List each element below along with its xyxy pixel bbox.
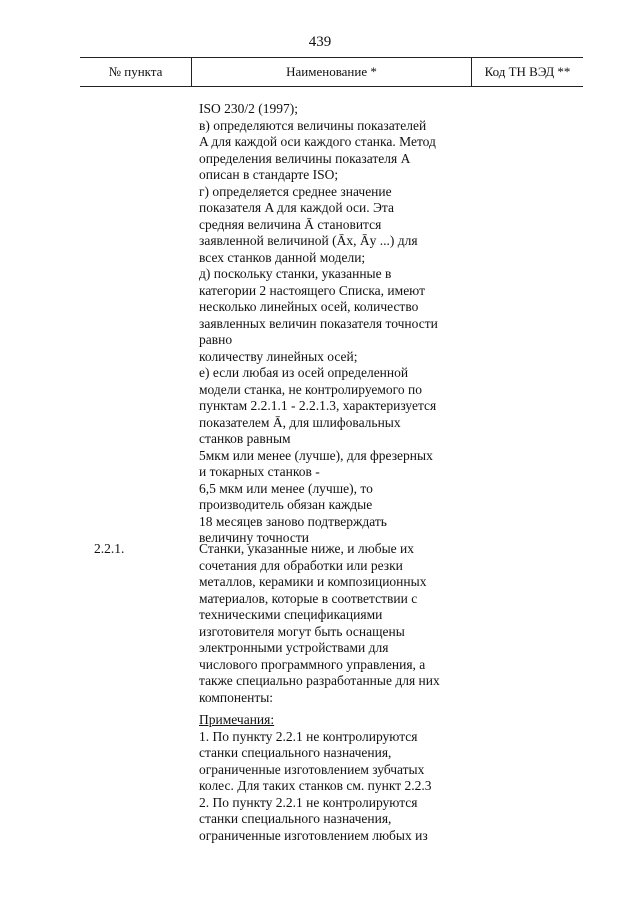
text-line: металлов, керамики и композиционных <box>199 574 427 589</box>
text-line: электронными устройствами для <box>199 640 389 655</box>
text-line: г) определяется среднее значение <box>199 183 392 199</box>
continuation-text <box>199 101 469 547</box>
text-line: ограниченные изготовлением любых из <box>199 827 428 843</box>
text-line: равно <box>199 332 233 347</box>
column-header-number: № пункта <box>80 58 192 86</box>
text-line: материалов, которые в соответствии с <box>199 590 418 606</box>
text-line: ISO 230/2 (1997); <box>199 101 298 116</box>
text-line: описан в стандарте ISO; <box>199 167 339 182</box>
text-line: несколько линейных осей, количество <box>199 299 419 314</box>
text-line: 5мкм или менее (лучше), для фрезерных <box>199 447 433 463</box>
item-number: 2.2.1. <box>94 541 125 556</box>
text-line: Станки, указанные ниже, и любые их <box>199 541 414 556</box>
text-line: пунктам 2.2.1.1 - 2.2.1.3, характеризуется <box>199 398 437 413</box>
text-line: модели станка, не контролируемого по <box>199 381 422 397</box>
text-line: количеству линейных осей; <box>199 348 358 364</box>
table-header <box>80 57 583 87</box>
text-line: показателем Ā, для шлифовальных <box>199 414 401 430</box>
text-line: д) поскольку станки, указанные в <box>199 266 392 281</box>
text-line: станки специального назначения, <box>199 811 392 826</box>
text-line: колес. Для таких станков см. пункт 2.2.3 <box>199 778 432 793</box>
text-line: станки специального назначения, <box>199 745 392 760</box>
text-line: 6,5 мкм или менее (лучше), то <box>199 480 373 496</box>
column-header-code: Код ТН ВЭД ** <box>484 64 571 79</box>
text-line: 18 месяцев заново подтверждать <box>199 513 387 529</box>
notes-block <box>199 712 469 844</box>
text-line: в) определяются величины показателей <box>199 117 427 133</box>
text-line: также специально разработанные для них <box>199 673 440 688</box>
column-header-name: Наименование * <box>192 58 472 86</box>
text-line: 2. По пункту 2.2.1 не контролируются <box>199 794 418 810</box>
text-line: сочетания для обработки или резки <box>199 557 403 573</box>
text-line: е) если любая из осей определенной <box>199 365 409 380</box>
text-line: производитель обязан каждые <box>199 497 373 512</box>
text-line: и токарных станков - <box>199 464 320 479</box>
text-line: станков равным <box>199 431 291 446</box>
text-line: изготовителя могут быть оснащены <box>199 623 405 639</box>
text-line: компоненты: <box>199 689 274 705</box>
text-line: заявленной величиной (Āx, Āy ...) для <box>199 233 418 248</box>
text-line: показателя A для каждой оси. Эта <box>199 200 394 215</box>
text-line: заявленных величин показателя точности <box>199 315 438 331</box>
text-line: определения величины показателя A <box>199 150 411 166</box>
text-line: величину точности <box>199 530 309 545</box>
text-line: ограниченные изготовлением зубчатых <box>199 761 425 777</box>
text-line: техническими спецификациями <box>199 607 383 622</box>
text-line: 1. По пункту 2.2.1 не контролируются <box>199 728 418 744</box>
notes-title: Примечания: <box>199 712 275 727</box>
text-line: средняя величина Ā становится <box>199 216 382 232</box>
text-line: A для каждой оси каждого станка. Метод <box>199 134 436 149</box>
text-line: категории 2 настоящего Списка, имеют <box>199 282 425 298</box>
page-number: 439 <box>308 34 332 50</box>
text-line: всех станков данной модели; <box>199 249 366 265</box>
text-line: числового программного управления, а <box>199 656 426 672</box>
item-description <box>199 541 469 706</box>
